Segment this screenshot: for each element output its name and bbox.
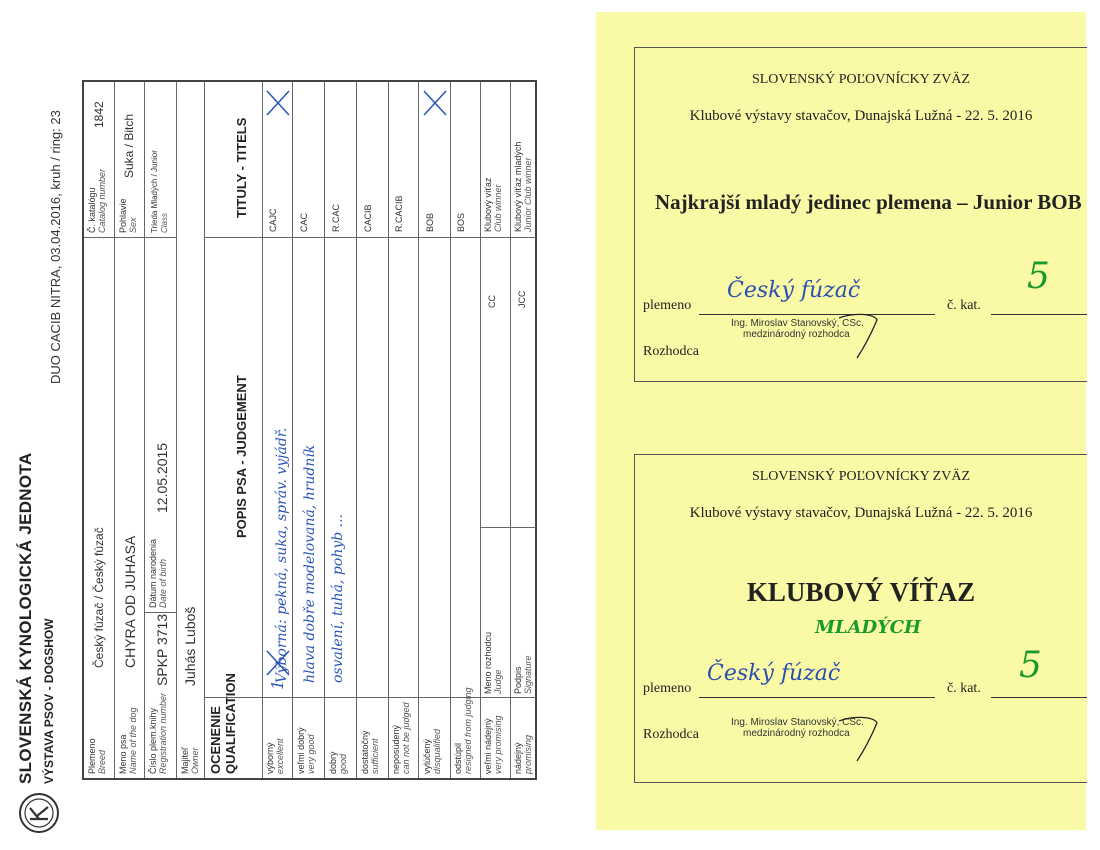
dob-value: 12.05.2015 [154,442,170,513]
qual-good: dobrý good [328,751,348,774]
cert2-title: KLUBOVÝ VÍŤAZ [746,577,976,607]
breed-value: Český fúzač / Český fúzač [92,527,106,668]
breed-label: Plemeno Breed [87,738,107,774]
cert2-judge-signature-icon [835,713,881,765]
cc-label: CC [487,295,497,308]
qual-excellent: výborný excellent [265,738,285,774]
very-promising: veľmi nádejný very promising [483,715,503,774]
cert2-judge-label: Rozhodca [643,727,699,742]
cert2-catalog-label: č. kat. [947,681,981,696]
junior-club-winner: Klubový víťaz mladých Junior Club winner [513,141,533,232]
title-cajc: CAJC [268,208,278,232]
organization-title: SLOVENSKÁ KYNOLOGICKÁ JEDNOTA [16,452,35,784]
owner-label: Majiteľ Owner [180,747,200,774]
cert1-organization: SLOVENSKÝ POĽOVNÍCKY ZVÄZ [751,72,971,87]
qual-disqualified: vylúčený disqualified [422,728,442,774]
ska-logo-icon [18,792,60,834]
event-info: DUO CACIB NITRA, 03.04.2016, kruh / ring: 23 [48,110,63,384]
cert1-judge-signature-icon [835,310,881,362]
judging-form [10,80,600,840]
registration-value: SPKP 3713 [154,613,170,686]
qual-excellent-mark: 1 [268,679,287,690]
sex-label: Pohlavie Sex [118,198,138,233]
certificate-junior-bob [634,47,1087,382]
cert2-judge-stamp: Ing. Miroslav Stanovský, CSc. medzinárodný rozhodca [731,717,864,739]
certificates-sheet [596,12,1086,830]
bob-cross-icon [421,88,449,118]
promising: nádejný promising [513,734,533,774]
cert1-catalog-label: č. kat. [947,298,981,313]
judgement-line-2: hlava dobře modelovaná, hrudník [302,444,318,683]
cert1-breed-value: Český fúzač [727,278,861,303]
qualification-heading: OCENENIE QUALIFICATION [208,673,238,774]
catalog-value: 1842 [92,101,106,128]
jcc-label: JCC [517,290,527,308]
cert2-catalog-value: 5 [1019,645,1042,686]
sex-value: Suka / Bitch [122,113,136,178]
titles-heading: TITULY - TITELS [234,117,249,218]
dob-label: Dátum narodenia Date of birth [148,538,168,608]
cert1-catalog-value: 5 [1027,256,1050,297]
title-rcac: R.CAC [331,203,341,232]
qual-resigned: odstúpil resigned from judging [453,687,473,774]
cert1-judge-label: Rozhodca [643,344,699,359]
registration-label: Číslo plem.knihy Registration number [148,692,168,774]
dog-name-label: Meno psa Name of the dog [118,707,138,774]
judgement-line-3: osvalení, tuhá, pohyb ... [330,513,346,683]
owner-value: Juhás Luboš [182,606,198,686]
class-label: Trieda Mladých / Junior Class [150,150,169,233]
certificate-club-winner [634,454,1087,783]
qual-sufficient: dostatočný sufficient [360,730,380,774]
show-type: VÝSTAVA PSOV - DOGSHOW [42,618,56,784]
judgement-line-1: Výborná: pekná, suka, správ. vyjádř. [274,427,290,683]
cert2-breed-value: Český fúzač [707,661,841,686]
judgement-heading: POPIS PSA - JUDGEMENT [234,375,249,538]
qual-very-good: veľmi dobrý very good [296,727,316,774]
cert2-handwritten-title: MLADÝCH [815,617,922,638]
cert1-title: Najkrajší mladý jedinec plemena – Junior BOB [655,190,1082,214]
judge-label: Meno rozhodcu Judge [483,631,503,694]
cert1-breed-label: plemeno [643,298,692,313]
title-cacib: CACIB [363,204,373,232]
title-bob: BOB [425,212,435,232]
qual-not-judged: neposúdený can not be judged [391,702,411,774]
cajc-cross-icon [264,88,292,118]
cert1-judge-stamp: Ing. Miroslav Stanovský, CSc. medzinárodný rozhodca [731,318,864,340]
cert2-event: Klubové výstavy stavačov, Dunajská Lužná - 22. 5. 2016 [689,505,1033,521]
cert2-breed-label: plemeno [643,681,692,696]
catalog-label: Č. katalógu Catalog number [87,168,107,233]
dog-name-value: CHYRA OD JUHASA [122,535,138,668]
club-winner: Klubový víťaz Club winner [483,177,503,232]
cert2-organization: SLOVENSKÝ POĽOVNÍCKY ZVÄZ [751,469,971,484]
cert1-event: Klubové výstavy stavačov, Dunajská Lužná - 22. 5. 2016 [689,108,1033,124]
title-cac: CAC [299,212,309,232]
title-bos: BOS [456,212,466,232]
signature-label: Podpis Signature [513,655,533,694]
title-rcacib: R.CACIB [394,195,404,232]
form-grid [82,80,537,780]
